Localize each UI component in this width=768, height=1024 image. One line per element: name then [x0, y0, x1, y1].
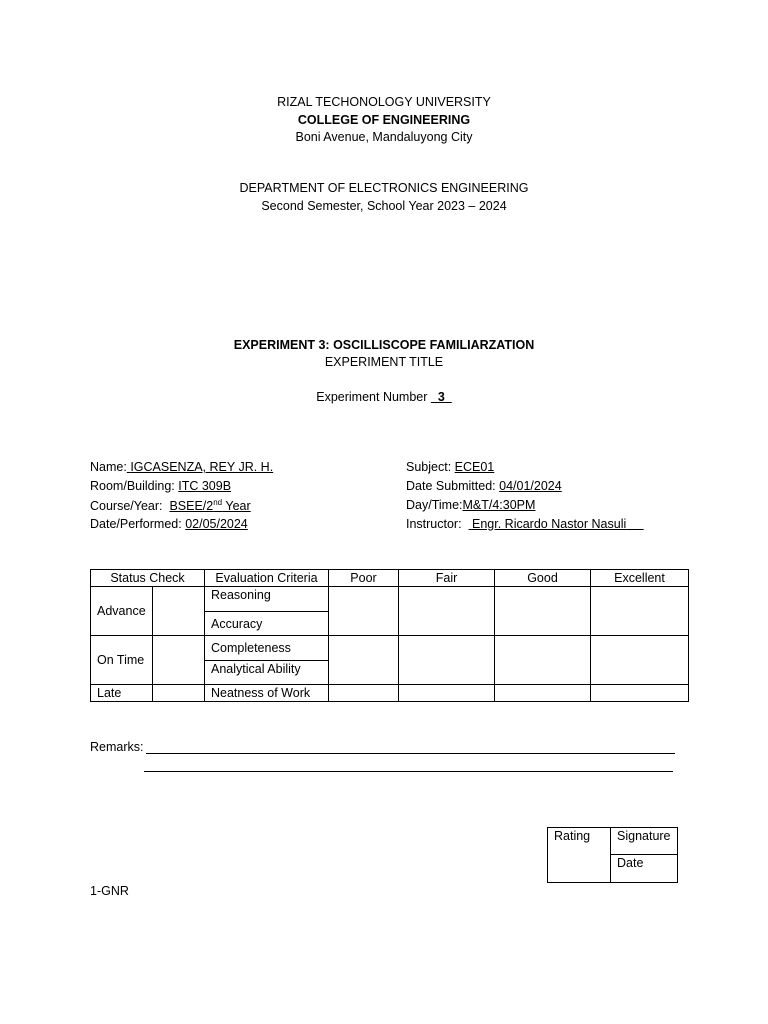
criteria-completeness: Completeness — [205, 636, 329, 661]
rating-cell — [591, 636, 689, 685]
course-label: Course/Year: — [90, 499, 163, 514]
header-evaluation-criteria: Evaluation Criteria — [205, 570, 329, 587]
status-on-time: On Time — [91, 636, 153, 685]
rating-cell — [591, 587, 689, 636]
subject-field — [406, 460, 676, 474]
table-row — [91, 685, 689, 702]
criteria-accuracy: Accuracy — [205, 612, 329, 636]
date-label: Date — [611, 855, 678, 883]
department-name: DEPARTMENT OF ELECTRONICS ENGINEERING — [239, 181, 529, 195]
daytime-value: M&T/4:30PM — [462, 498, 536, 512]
header-status-check: Status Check — [91, 570, 205, 587]
room-label: Room/Building: — [90, 479, 175, 493]
instructor-value: Engr. Ricardo Nastor Nasuli — [472, 517, 627, 531]
rating-cell — [399, 636, 495, 685]
status-late: Late — [91, 685, 153, 702]
name-label: Name: — [90, 460, 127, 474]
submitted-label: Date Submitted: — [406, 479, 496, 493]
signature-label: Signature — [611, 828, 678, 855]
course-field — [90, 498, 348, 513]
performed-value: 02/05/2024 — [185, 517, 248, 531]
status-advance-check — [153, 587, 205, 636]
rating-cell — [399, 587, 495, 636]
daytime-field — [406, 498, 656, 512]
performed-label: Date/Performed: — [90, 517, 182, 531]
room-value: ITC 309B — [178, 479, 232, 493]
remarks-line-1 — [146, 753, 675, 754]
course-value: BSEE/2nd Year — [169, 498, 251, 514]
table-row — [91, 587, 689, 612]
signature-box — [547, 827, 678, 883]
university-name: RIZAL TECHONOLOGY UNIVERSITY — [277, 95, 491, 109]
submitted-field — [406, 479, 653, 493]
criteria-reasoning: Reasoning — [205, 587, 329, 612]
rating-cell — [329, 636, 399, 685]
room-field — [90, 479, 331, 493]
instructor-field — [406, 517, 644, 531]
experiment-title: EXPERIMENT 3: OSCILLISCOPE FAMILIARZATION — [233, 338, 535, 352]
rating-label: Rating — [548, 828, 611, 883]
status-advance: Advance — [91, 587, 153, 636]
footer-code: 1-GNR — [90, 884, 129, 898]
rating-cell — [399, 685, 495, 702]
experiment-title-caption: EXPERIMENT TITLE — [324, 355, 444, 369]
criteria-neatness: Neatness of Work — [205, 685, 329, 702]
experiment-number-value: 3 — [437, 390, 445, 404]
evaluation-table — [90, 569, 689, 702]
header-good: Good — [495, 570, 591, 587]
table-header-row — [91, 570, 689, 587]
remarks-label: Remarks: — [90, 740, 144, 754]
rating-cell — [329, 685, 399, 702]
rating-cell — [591, 685, 689, 702]
semester-line: Second Semester, School Year 2023 – 2024 — [261, 199, 507, 213]
subject-value: ECE01 — [454, 460, 495, 474]
status-on-time-check — [153, 636, 205, 685]
submitted-value: 04/01/2024 — [499, 479, 562, 493]
performed-field — [90, 517, 339, 531]
rating-cell — [495, 587, 591, 636]
experiment-number-label: Experiment Number — [316, 390, 428, 404]
header-fair: Fair — [399, 570, 495, 587]
rating-cell — [329, 587, 399, 636]
table-row — [91, 636, 689, 661]
status-late-check — [153, 685, 205, 702]
university-address: Boni Avenue, Mandaluyong City — [295, 130, 473, 144]
college-name: COLLEGE OF ENGINEERING — [297, 113, 471, 127]
name-value: IGCASENZA, REY JR. H. — [130, 460, 274, 474]
name-field — [90, 460, 363, 474]
rating-cell — [495, 685, 591, 702]
criteria-analytical-ability: Analytical Ability — [205, 661, 329, 685]
subject-label: Subject: — [406, 460, 452, 474]
daytime-label: Day/Time: — [406, 498, 463, 512]
header-poor: Poor — [329, 570, 399, 587]
rating-cell — [495, 636, 591, 685]
header-excellent: Excellent — [591, 570, 689, 587]
experiment-number-line — [0, 390, 768, 404]
instructor-label: Instructor: — [406, 517, 462, 531]
remarks-line-2 — [144, 771, 673, 772]
